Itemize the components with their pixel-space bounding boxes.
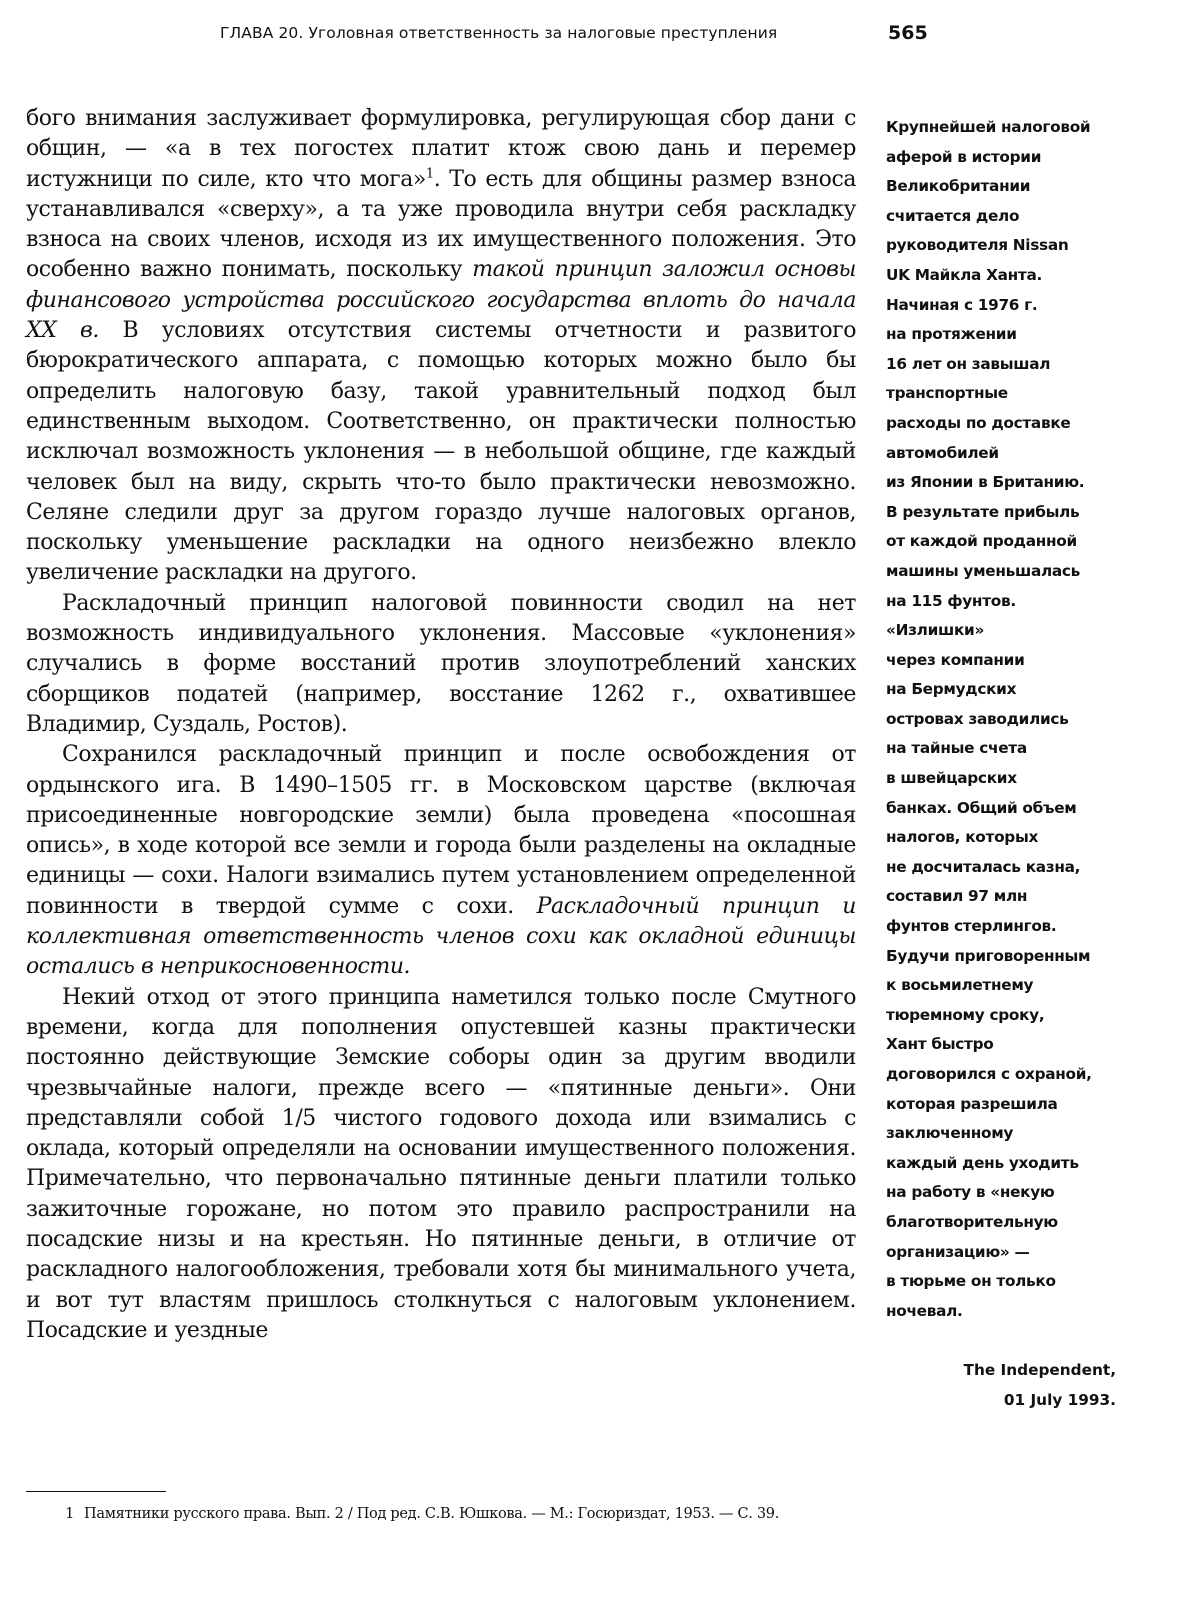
sidebar-line: в тюрьме он только	[886, 1272, 1056, 1291]
paragraph-4: Некий отход от этого принципа наметился только после Смутного времени, когда для пополнения опустевшей казны практически постоянно действующие Земские соборы один за другим вводили чрезвычайные налоги, прежде всего — «пятинные деньги». Они представляли собой 1/5 чистого годового дохода или взимались с оклада, который определяли на основании имущественного положения. Примечательно, что первоначально пятинные деньги платили только зажиточные горожане, но потом это правило распространили на посадские низы и на крестьян. Но пятинные деньги, в отличие от раскладного налогообложения, требовали хотя бы минимального учета, и вот тут властям пришлось столкнуться с налоговым уклонением. Посадские и уездные	[26, 984, 856, 1343]
sidebar-line: договорился с охраной,	[886, 1065, 1092, 1083]
sidebar-note	[886, 113, 1126, 1326]
paragraph-1	[26, 104, 856, 589]
footnote-mark: 1	[65, 1506, 74, 1522]
sidebar-line: заключенному	[886, 1124, 1014, 1143]
sidebar-line: аферой в истории	[886, 147, 1042, 166]
footnote-ref: 1	[425, 166, 434, 182]
sidebar-line: не досчиталась казна,	[886, 857, 1081, 876]
sidebar-source	[886, 1356, 1116, 1415]
paragraph-3	[26, 740, 856, 982]
sidebar-line: 16 лет он завышал	[886, 354, 1051, 373]
sidebar-line: считается дело	[886, 206, 1020, 225]
sidebar-line: от каждой проданной	[886, 532, 1077, 551]
sidebar-line: в швейцарских	[886, 769, 1017, 788]
sidebar-line: автомобилей	[886, 443, 999, 462]
sidebar-line: тюремному сроку,	[886, 1005, 1045, 1024]
sidebar-line: транспортные	[886, 384, 1008, 403]
running-title: ГЛАВА 20. Уголовная ответственность за налоговые преступления	[220, 24, 778, 42]
source-name: The Independent,	[963, 1361, 1116, 1379]
sidebar-line: банках. Общий объем	[886, 798, 1077, 817]
footnote-divider	[26, 1491, 166, 1492]
footnote-text: Памятники русского права. Вып. 2 / Под ред. С.В. Юшкова. — М.: Госюриздат, 1953. — С. 39.	[84, 1506, 780, 1522]
paragraph-2: Раскладочный принцип налоговой повинности сводил на нет возможность индивидуального уклонения. Массовые «уклонения» случались в форме восстаний против злоупотреблений ханских сборщиков податей (например, восстание 1262 г., охватившее Владимир, Суздаль, Ростов).	[26, 590, 856, 737]
sidebar-line: «Излишки»	[886, 621, 985, 640]
sidebar-line: к восьмилетнему	[886, 976, 1034, 995]
sidebar-line: фунтов стерлингов.	[886, 917, 1057, 936]
sidebar-line: налогов, которых	[886, 828, 1039, 847]
sidebar-line: на 115 фунтов.	[886, 591, 1016, 610]
sidebar-line: машины уменьшалась	[886, 561, 1081, 580]
paragraph-1-emphasis: такой принцип заложил основы финансового устройства российского государства вплоть до начала XX в.	[26, 257, 856, 344]
sidebar-line: UK Майкла Ханта.	[886, 265, 1042, 284]
paragraph-1-part-a: бого внимания заслуживает формулировка, регулирующая сбор дани с общин, — «а в тех погостех платит ктож свою дань и перемер истужници по силе, кто что мога»	[26, 106, 856, 192]
sidebar-line: каждый день уходить	[886, 1153, 1079, 1172]
source-date: 01 July 1993.	[1003, 1390, 1116, 1409]
sidebar-line: из Японии в Британию.	[886, 473, 1085, 492]
sidebar-line: которая разрешила	[886, 1094, 1058, 1113]
sidebar-line: В результате прибыль	[886, 502, 1080, 521]
sidebar-line: руководителя Nissan	[886, 236, 1069, 255]
sidebar-line: составил 97 млн	[886, 887, 1028, 906]
main-text-column	[26, 104, 856, 1346]
sidebar-line: островах заводились	[886, 709, 1069, 728]
paragraph-1-part-b: . То есть для общины размер взноса устанавливался «сверху», а та уже проводила внутри себя раскладку взноса на своих членов, исходя из их имущественного положения. Это особенно важно понимать, поскольку	[26, 166, 856, 283]
sidebar-line: Великобритании	[886, 177, 1031, 196]
sidebar-line: благотворительную	[886, 1212, 1058, 1231]
running-header	[220, 20, 928, 50]
sidebar-line: Будучи приговоренным	[886, 946, 1091, 965]
page-number: 565	[888, 22, 928, 44]
paragraph-3-emphasis: Раскладочный принцип и коллективная ответственность членов сохи как окладной единицы остались в неприкосновенности.	[26, 893, 857, 980]
sidebar-line: на работу в «некую	[886, 1183, 1055, 1202]
sidebar-line: организацию» —	[886, 1242, 1030, 1261]
sidebar-line: Крупнейшей налоговой	[886, 118, 1091, 136]
sidebar-line: через компании	[886, 650, 1025, 669]
sidebar-line: на Бермудских	[886, 680, 1017, 699]
sidebar-line: на тайные счета	[886, 739, 1027, 758]
paragraph-1-part-c: В условиях отсутствия системы отчетности и развитого бюрократического аппарата, с помощью которых можно было бы определить налоговую базу, такой уравнительный подход был единственным выходом. Соответственно, он практически полностью исключал возможность уклонения — в небольшой общине, где каждый человек был на виду, скрыть что-то было практически невозможно. Селяне следили друг за другом гораздо лучше налоговых органов, поскольку уменьшение раскладки на одного неизбежно влекло увеличение раскладки на другого.	[26, 318, 857, 586]
sidebar-line: Начиная с 1976 г.	[886, 295, 1038, 314]
sidebar-line: ночевал.	[886, 1301, 963, 1320]
sidebar-line: на протяжении	[886, 325, 1017, 344]
sidebar-line: Хант быстро	[886, 1035, 994, 1054]
footnote	[26, 1502, 856, 1527]
paragraph-3-part-a: Сохранился раскладочный принцип и после освобождения от ордынского ига. В 1490–1505 гг. в Московском царстве (включая присоединенные новгородские земли) была проведена «посошная опись», в ходе которой все земли и города были разделены на окладные единицы — сохи. Налоги взимались путем установлением определенной повинности в твердой сумме с сохи.	[26, 742, 856, 919]
sidebar-line: расходы по доставке	[886, 413, 1071, 432]
